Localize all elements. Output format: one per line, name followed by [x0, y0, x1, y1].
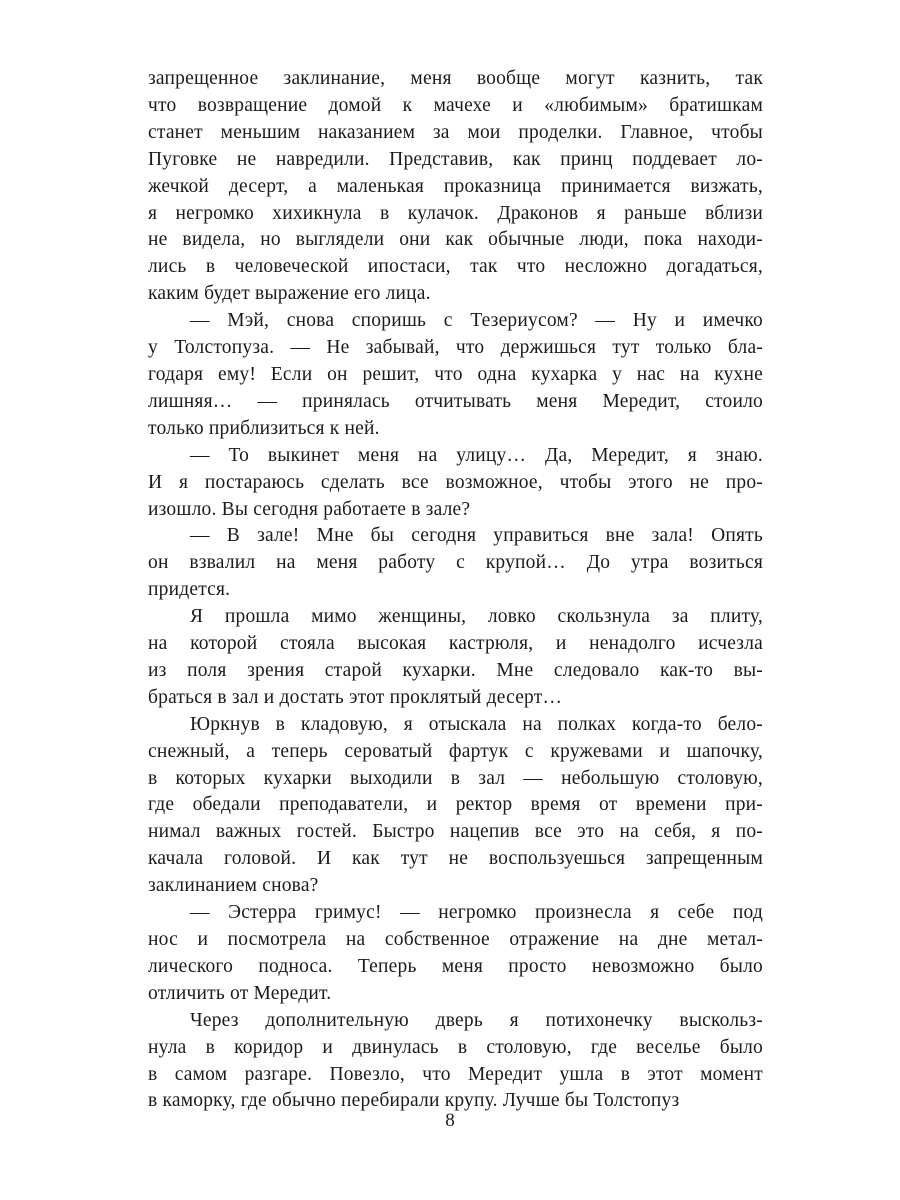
text-line: браться в зал и достать этот проклятый десерт… — [148, 686, 563, 708]
text-line: только приблизиться к ней. — [148, 417, 380, 439]
text-line: из поля зрения старой кухарки. Мне следовало как-то вы- — [148, 659, 763, 681]
text-line: — Эстерра гримус! — негромко произнесла я себе под — [190, 902, 763, 924]
text-line: в которых кухарки выходили в зал — небольшую столовую, — [148, 767, 763, 789]
page-number: 8 — [445, 1110, 455, 1131]
text-line: на которой стояла высокая кастрюля, и ненадолго исчезла — [148, 633, 763, 655]
text-line: придется. — [148, 579, 231, 601]
text-line: лишняя… — принялась отчитывать меня Мередит, стоило — [148, 390, 763, 412]
text-line: нула в коридор и двинулась в столовую, где веселье было — [148, 1036, 763, 1058]
text-line: — Мэй, снова споришь с Тезериусом? — Ну и имечко — [190, 310, 763, 332]
text-line: у Толстопуза. — Не забывай, что держишься тут только бла- — [148, 337, 763, 359]
text-line: нимал важных гостей. Быстро нацепив все это на себя, я по- — [148, 821, 763, 843]
text-line: он взвалил на меня работу с крупой… До утра возиться — [148, 552, 763, 574]
text-line: я негромко хихикнула в кулачок. Драконов я раньше вблизи — [148, 202, 763, 224]
text-line: в самом разгаре. Повезло, что Мередит ушла в этот момент — [148, 1063, 763, 1085]
text-line: Пуговке не навредили. Представив, как принц поддевает ло- — [148, 148, 763, 170]
text-line: изошло. Вы сегодня работаете в зале? — [148, 498, 471, 520]
text-line: отличить от Мередит. — [148, 982, 332, 1004]
text-line: качала головой. И как тут не воспользуешься запрещенным — [148, 848, 763, 870]
paragraph — [148, 712, 763, 900]
text-line: Через дополнительную дверь я потихонечку выскольз- — [190, 1009, 763, 1031]
text-line: нос и посмотрела на собственное отражение на дне метал- — [148, 929, 763, 950]
paragraph — [148, 900, 763, 1008]
paragraph — [148, 1008, 763, 1116]
text-line: в каморку, где обычно перебирали крупу. Лучше бы Толстопуз — [148, 1090, 680, 1112]
paragraph — [148, 604, 763, 712]
text-line: где обедали преподаватели, и ректор время от времени при- — [148, 794, 763, 816]
paragraph — [148, 66, 763, 308]
text-line: лись в человеческой ипостаси, так что несложно догадаться, — [148, 256, 763, 278]
text-line: не видела, но выглядели они как обычные люди, пока находи- — [148, 229, 763, 251]
text-line: жечкой десерт, а маленькая проказница принимается визжать, — [148, 175, 763, 197]
text-line: каким будет выражение его лица. — [148, 283, 431, 305]
text-line: что возвращение домой к мачехе и «любимым» братишкам — [148, 94, 763, 116]
text-line: И я постараюсь сделать все возможное, чтобы этого не про- — [148, 471, 763, 493]
text-line: — То выкинет меня на улицу… Да, Мередит, я знаю. — [190, 444, 763, 466]
text-line: запрещенное заклинание, меня вообще могут казнить, так — [148, 68, 763, 89]
paragraph — [148, 523, 763, 604]
text-line: заклинанием снова? — [148, 875, 319, 897]
text-line: станет меньшим наказанием за мои проделки. Главное, чтобы — [148, 121, 763, 143]
text-line: Юркнув в кладовую, я отыскала на полках когда-то бело- — [190, 713, 763, 735]
paragraph — [148, 443, 763, 524]
text-block — [148, 66, 763, 1115]
paragraph — [148, 308, 763, 443]
text-line: снежный, а теперь сероватый фартук с кружевами и шапочку, — [148, 740, 763, 762]
text-line: — В зале! Мне бы сегодня управиться вне зала! Опять — [190, 525, 763, 547]
text-line: Я прошла мимо женщины, ловко скользнула за плиту, — [190, 606, 763, 628]
text-line: годаря ему! Если он решит, что одна кухарка у нас на кухне — [148, 363, 763, 385]
text-line: лического подноса. Теперь меня просто невозможно было — [148, 955, 763, 977]
